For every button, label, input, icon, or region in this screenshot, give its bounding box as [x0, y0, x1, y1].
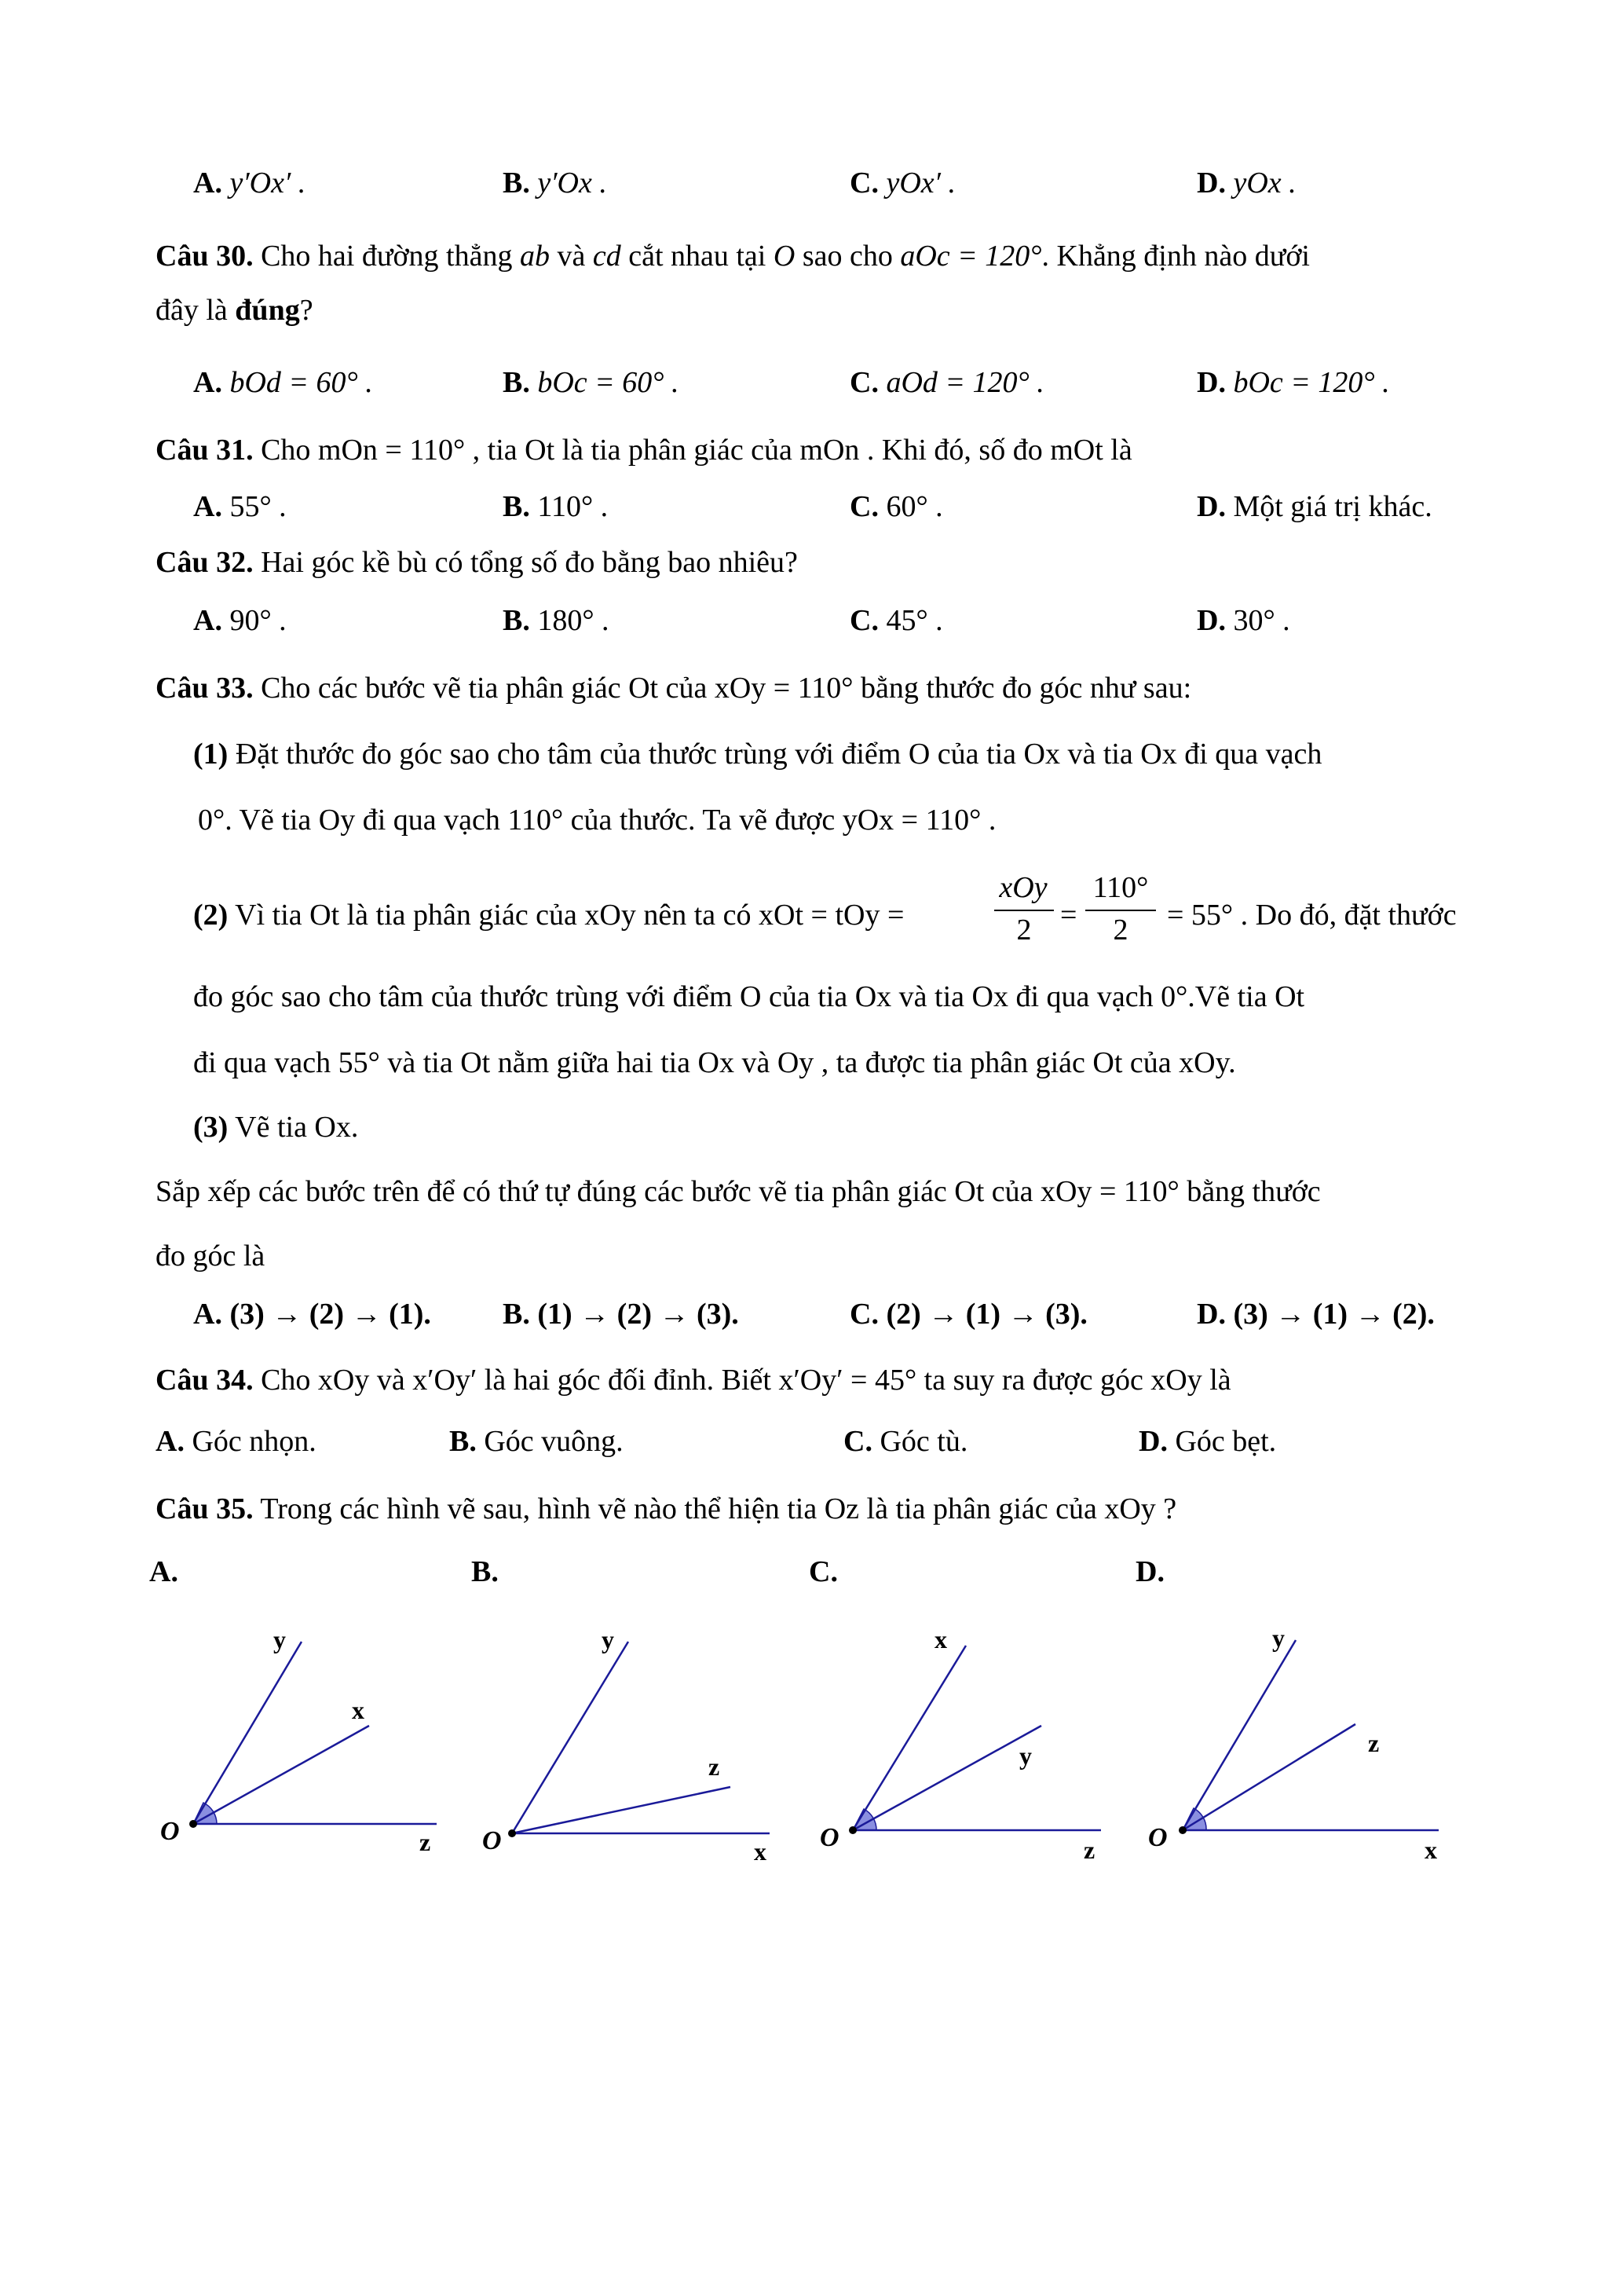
q33-frac1-denominator: 2	[1016, 914, 1032, 947]
q30-option-d[interactable]: D. bOc = 120° .	[1197, 366, 1390, 399]
q34-question: Câu 34. Cho xOy và x′Oy′ là hai góc đối đỉnh. Biết x′Oy′ = 45° ta suy ra được góc xOy là	[155, 1364, 1231, 1397]
q35-figure-b-letter[interactable]: B.	[471, 1555, 499, 1588]
q30-question: Câu 30. Cho hai đường thẳng ab và cd cắt nhau tại O sao cho aOc = 120°. Khẳng định nào dưới	[155, 240, 1310, 273]
q33-step1-line1: (1) Đặt thước đo góc sao cho tâm của thước trùng với điểm O của tia Ox và tia Ox đi qua vạch	[193, 738, 1322, 771]
label-top: y	[1272, 1624, 1285, 1652]
vertex-point	[189, 1820, 197, 1828]
label-O: O	[820, 1823, 839, 1852]
q33-option-d[interactable]: D. (3) → (1) → (2).	[1197, 1298, 1435, 1331]
q33-question: Câu 33. Cho các bước vẽ tia phân giác Ot của xOy = 110° bằng thước đo góc như sau:	[155, 672, 1192, 705]
q31-question: Câu 31. Cho mOn = 110° , tia Ot là tia phân giác của mOn . Khi đó, số đo mOt là	[155, 434, 1132, 467]
q30-option-a[interactable]: A. bOd = 60° .	[193, 366, 373, 399]
q30-question-line2: đây là đúng?	[155, 294, 313, 327]
q32-option-a[interactable]: A. 90° .	[193, 604, 287, 637]
q33-step2-line3: đi qua vạch 55° và tia Ot nằm giữa hai tia Ox và Oy , ta được tia phân giác Ot của xOy.	[193, 1046, 1236, 1079]
q31-option-b[interactable]: B. 110° .	[503, 490, 609, 523]
ray-mid	[1183, 1724, 1355, 1830]
label-top: y	[602, 1625, 614, 1653]
label-bottom: x	[1425, 1836, 1437, 1864]
q34-option-d[interactable]: D. Góc bẹt.	[1139, 1425, 1277, 1458]
ray-top	[853, 1646, 966, 1830]
label-top: x	[935, 1625, 947, 1653]
q33-step2-line1-end: = 55° . Do đó, đặt thước	[1167, 899, 1457, 932]
q32-option-d[interactable]: D. 30° .	[1197, 604, 1290, 637]
q33-frac1-numerator: xOy	[999, 871, 1048, 904]
vertex-point	[1179, 1826, 1187, 1834]
q35-question: Câu 35. Trong các hình vẽ sau, hình vẽ nào thể hiện tia Oz là tia phân giác của xOy ?	[155, 1492, 1177, 1525]
q29-option-b[interactable]: B. y′Ox .	[503, 167, 607, 200]
q29-option-a[interactable]: A. y′Ox′ .	[193, 167, 306, 200]
q32-option-c[interactable]: C. 45° .	[850, 604, 943, 637]
ray-mid	[512, 1787, 730, 1833]
figure-a[interactable]	[160, 1625, 437, 1856]
figure-d[interactable]	[1148, 1624, 1439, 1864]
q35-figure-c-letter[interactable]: C.	[809, 1555, 838, 1588]
q33-step2-line2: đo góc sao cho tâm của thước trùng với điểm O của tia Ox và tia Ox đi qua vạch 0°.Vẽ tia Ot	[193, 980, 1305, 1013]
vertex-point	[508, 1829, 516, 1837]
label-O: O	[160, 1817, 180, 1846]
q29-option-d[interactable]: D. yOx .	[1197, 167, 1297, 200]
figure-c[interactable]	[820, 1625, 1101, 1864]
q33-frac-equals: =	[1060, 899, 1077, 932]
q33-step2-line1: (2) Vì tia Ot là tia phân giác của xOy nên ta có xOt = tOy =	[193, 899, 905, 932]
q33-step1-line2: 0°. Vẽ tia Oy đi qua vạch 110° của thước. Ta vẽ được yOx = 110° .	[198, 804, 997, 837]
q30-option-b[interactable]: B. bOc = 60° .	[503, 366, 679, 399]
q35-figure-a-letter[interactable]: A.	[149, 1555, 178, 1588]
q33-sort-line2: đo góc là	[155, 1240, 265, 1273]
q33-option-c[interactable]: C. (2) → (1) → (3).	[850, 1298, 1088, 1331]
label-O: O	[482, 1826, 502, 1855]
ray-mid	[853, 1726, 1041, 1830]
ray-top	[193, 1642, 302, 1824]
vertex-point	[849, 1826, 857, 1834]
label-top: y	[273, 1625, 286, 1653]
label-bottom: z	[1084, 1836, 1095, 1864]
ray-top	[512, 1642, 628, 1833]
q31-option-a[interactable]: A. 55° .	[193, 490, 287, 523]
label-bottom: z	[419, 1828, 431, 1856]
q33-option-b[interactable]: B. (1) → (2) → (3).	[503, 1298, 739, 1331]
label-mid: y	[1019, 1741, 1032, 1770]
label-bottom: x	[754, 1837, 766, 1866]
q34-option-a[interactable]: A. Góc nhọn.	[155, 1425, 316, 1458]
q34-option-c[interactable]: C. Góc tù.	[843, 1425, 968, 1458]
q31-option-d[interactable]: D. Một giá trị khác.	[1197, 490, 1432, 523]
label-mid: z	[1368, 1729, 1380, 1757]
figure-b[interactable]	[482, 1625, 770, 1866]
label-mid: x	[352, 1696, 364, 1724]
q32-option-b[interactable]: B. 180° .	[503, 604, 609, 637]
q29-option-c[interactable]: C. yOx′ .	[850, 167, 956, 200]
q32-question: Câu 32. Hai góc kề bù có tổng số đo bằng bao nhiêu?	[155, 546, 798, 579]
q35-figure-d-letter[interactable]: D.	[1136, 1555, 1165, 1588]
label-O: O	[1148, 1823, 1168, 1852]
ray-mid	[193, 1726, 369, 1824]
q33-sort-line1: Sắp xếp các bước trên để có thứ tự đúng các bước vẽ tia phân giác Ot của xOy = 110° bằng thước	[155, 1175, 1321, 1208]
q33-frac2-numerator: 110°	[1092, 871, 1149, 904]
q34-option-b[interactable]: B. Góc vuông.	[449, 1425, 624, 1458]
q31-option-c[interactable]: C. 60° .	[850, 490, 943, 523]
q30-option-c[interactable]: C. aOd = 120° .	[850, 366, 1044, 399]
q33-frac2-denominator: 2	[1113, 914, 1128, 947]
ray-top	[1183, 1640, 1296, 1830]
q33-step3: (3) Vẽ tia Ox.	[193, 1111, 359, 1144]
label-mid: z	[708, 1752, 720, 1781]
q33-option-a[interactable]: A. (3) → (2) → (1).	[193, 1298, 431, 1331]
